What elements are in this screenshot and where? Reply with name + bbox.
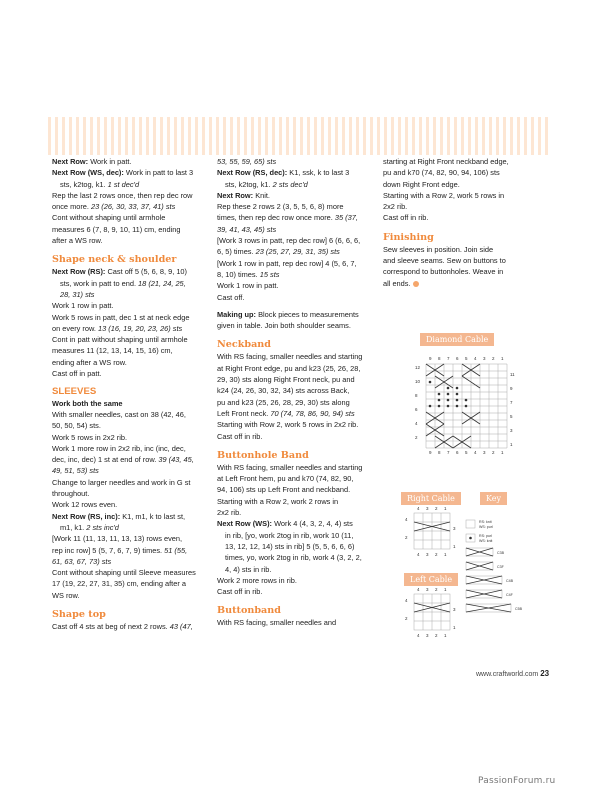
cable-col-label: 2 [435, 633, 438, 638]
diamond-col-label: 5 [465, 356, 468, 361]
svg-text:WS: purl: WS: purl [479, 525, 493, 529]
left-cable-chart [400, 586, 460, 644]
diamond-row-label: 8 [415, 393, 418, 398]
heading-buttonband: Buttonband [217, 605, 281, 617]
diamond-col-label: 1 [501, 356, 504, 361]
page-footer [476, 669, 549, 678]
key-code-label: C4F [506, 593, 513, 597]
cable-col-label: 1 [444, 552, 447, 557]
decorative-stripes [48, 117, 548, 155]
cable-col-label: 3 [426, 587, 429, 592]
diamond-col-label: 5 [465, 450, 468, 455]
chart-key [462, 518, 547, 628]
left-cable-title: Left Cable [404, 573, 458, 586]
key-title: Key [480, 492, 507, 505]
diamond-col-label: 1 [501, 450, 504, 455]
svg-text:RS: purl: RS: purl [479, 534, 492, 538]
cable-col-label: 4 [417, 633, 420, 638]
cable-col-label: 2 [435, 552, 438, 557]
diamond-cable-chart [404, 348, 524, 473]
diamond-col-label: 7 [447, 450, 450, 455]
diamond-col-label: 4 [474, 450, 477, 455]
diamond-row-label: 7 [510, 400, 513, 405]
svg-text:4: 4 [405, 598, 408, 603]
footer-site[interactable]: www.craftworld.com [476, 671, 539, 678]
heading-shape-neck: Shape neck & shoulder [52, 254, 177, 266]
page-number: 23 [540, 669, 550, 678]
diamond-row-label: 4 [415, 421, 418, 426]
diamond-row-label: 10 [415, 379, 421, 384]
heading-neckband: Neckband [217, 339, 271, 351]
diamond-col-label: 9 [429, 450, 432, 455]
diamond-row-label: 6 [415, 407, 418, 412]
diamond-col-label: 7 [447, 356, 450, 361]
diamond-col-label: 9 [429, 356, 432, 361]
diamond-row-label: 2 [415, 435, 418, 440]
cable-col-label: 3 [426, 506, 429, 511]
diamond-cable-title: Diamond Cable [420, 333, 494, 346]
diamond-col-label: 3 [483, 450, 486, 455]
cable-col-label: 1 [444, 633, 447, 638]
key-code-label: C3F [497, 565, 504, 569]
svg-text:2: 2 [405, 535, 408, 540]
diamond-row-label: 9 [510, 386, 513, 391]
diamond-col-label: 8 [438, 356, 441, 361]
svg-text:1: 1 [453, 625, 456, 630]
cable-col-label: 1 [444, 587, 447, 592]
cable-col-label: 4 [417, 552, 420, 557]
svg-text:WS: knit: WS: knit [479, 539, 493, 543]
right-cable-chart [400, 505, 460, 563]
svg-text:1: 1 [453, 544, 456, 549]
cable-col-label: 4 [417, 506, 420, 511]
diamond-row-label: 12 [415, 365, 421, 370]
key-code-label: C5B [515, 607, 522, 611]
diamond-col-label: 2 [492, 356, 495, 361]
column-2: 53, 55, 59, 65) sts Next Row (RS, dec): K1, ssk, k to last 3 sts, k2tog, k1. 2 sts dec'd Next Row: Knit. Rep these 2 rows 2 (3, 5, 5, 6, 8) more times, then rep dec row once more. 35 (37, 39, 41, 43, 45) sts [Work 3 rows in patt, rep dec row] 6 (6, 6, 6, 6, 5) times. 23 (25, 27, 29, 31, 35) sts [Work 1 row in patt, rep dec row] 4 (5, 6, 7, 8, 10) times. 15 sts Work 1 row in patt. Cast off. Making up: Block pieces to measurements given in table. Join both shoulder seams. Neckband With RS facing, smaller needles and starting at Right Front edge, pu and k23 (25, 26, 28, 29, 30) sts along Right Front neck, pu and k24 (24, 26, 30, 32, 34) sts across Back, pu and k23 (25, 26, 28, 29, 30) sts along Left Front neck. 70 (74, 78, 86, 90, 94) sts Starting with Row 2, work 5 rows in 2x2 rib. Cast off in rib. Buttonhole Band With RS facing, smaller needles and starting at Left Front hem, pu and k70 (74, 82, 90, 94, 106) sts up Left Front and neckband. Starting with a Row 2, work 2 rows in 2x2 rib. Next Row (WS): Work 4 (4, 3, 2, 4, 4) sts in rib, [yo, work 2tog in rib, work 10 (11, 13, 12, 12, 14) sts in rib] 5 (5, 5, 6, 6, 6) times, yo, work 2tog in rib, work 4 (3, 2, 2, 4, 4) sts in rib. Work 2 more rows in rib. Cast off in rib. Buttonband With RS facing, smaller needles and [217, 156, 375, 629]
diamond-row-label: 1 [510, 442, 513, 447]
diamond-row-label: 3 [510, 428, 513, 433]
key-code-label: C4B [506, 579, 513, 583]
key-code-label: C3B [497, 551, 504, 555]
svg-text:2: 2 [405, 616, 408, 621]
diamond-col-label: 2 [492, 450, 495, 455]
heading-shape-top: Shape top [52, 608, 106, 620]
watermark: PassionForum.ru [478, 776, 556, 786]
diamond-col-label: 4 [474, 356, 477, 361]
cable-col-label: 4 [417, 587, 420, 592]
svg-text:3: 3 [453, 607, 456, 612]
column-1: Next Row: Work in patt. Next Row (WS, dec): Work in patt to last 3 sts, k2tog, k1. 1 st dec'd Rep the last 2 rows once, then rep dec row once more. 23 (26, 30, 33, 37, 41) sts Cont without shaping until armhole measures 6 (7, 8, 9, 10, 11) cm, ending after a WS row. Shape neck & shoulder Next Row (RS): Cast off 5 (5, 6, 8, 9, 10) sts, work in patt to end. 18 (21, 24, 25, 28, 31) sts Work 1 row in patt. Work 5 rows in patt, dec 1 st at neck edge on every row. 13 (16, 19, 20, 23, 26) sts Cont in patt without shaping until armhole measures 11 (12, 13, 14, 15, 16) cm, ending after a WS row. Cast off in patt. SLEEVES Work both the same With smaller needles, cast on 38 (42, 46, 50, 50, 54) sts. Work 5 rows in 2x2 rib. Work 1 more row in 2x2 rib, inc (inc, dec, dec, inc, dec) 1 st at end of row. 39 (43, 45, 49, 51, 53) sts Change to larger needles and work in G st throughout. Work 12 rows even. Next Row (RS, inc): K1, m1, k to last st, m1, k1. 2 sts inc'd [Work 11 (11, 13, 11, 13, 13) rows even, rep inc row] 5 (5, 7, 6, 7, 9) times. 51 (55, 61, 63, 67, 73) sts Cont without shaping until Sleeve measures 17 (19, 22, 27, 31, 35) cm, ending after a WS row. Shape top Cast off 4 sts at beg of next 2 rows. 43 (47, [52, 156, 210, 632]
svg-text:RS: knit: RS: knit [479, 520, 492, 524]
cable-col-label: 3 [426, 633, 429, 638]
right-cable-title: Right Cable [401, 492, 461, 505]
svg-text:3: 3 [453, 526, 456, 531]
column-3: starting at Right Front neckband edge, pu and k70 (74, 82, 90, 94, 106) sts down Right Front edge. Starting with a Row 2, work 5 rows in 2x2 rib. Cast off in rib. Finishing Sew sleeves in position. Join side and sleeve seams. Sew on buttons to correspond to buttonholes. Weave in all ends. [383, 156, 543, 289]
diamond-row-label: 11 [510, 372, 515, 377]
end-dot-icon [413, 281, 419, 287]
cable-col-label: 1 [444, 506, 447, 511]
cable-col-label: 2 [435, 587, 438, 592]
cable-col-label: 3 [426, 552, 429, 557]
heading-buttonhole-band: Buttonhole Band [217, 449, 309, 461]
svg-text:4: 4 [405, 517, 408, 522]
diamond-col-label: 8 [438, 450, 441, 455]
heading-sleeves: SLEEVES [52, 386, 97, 398]
diamond-col-label: 3 [483, 356, 486, 361]
heading-finishing: Finishing [383, 231, 434, 243]
diamond-row-label: 5 [510, 414, 513, 419]
cable-col-label: 2 [435, 506, 438, 511]
diamond-col-label: 6 [456, 450, 459, 455]
diamond-col-label: 6 [456, 356, 459, 361]
